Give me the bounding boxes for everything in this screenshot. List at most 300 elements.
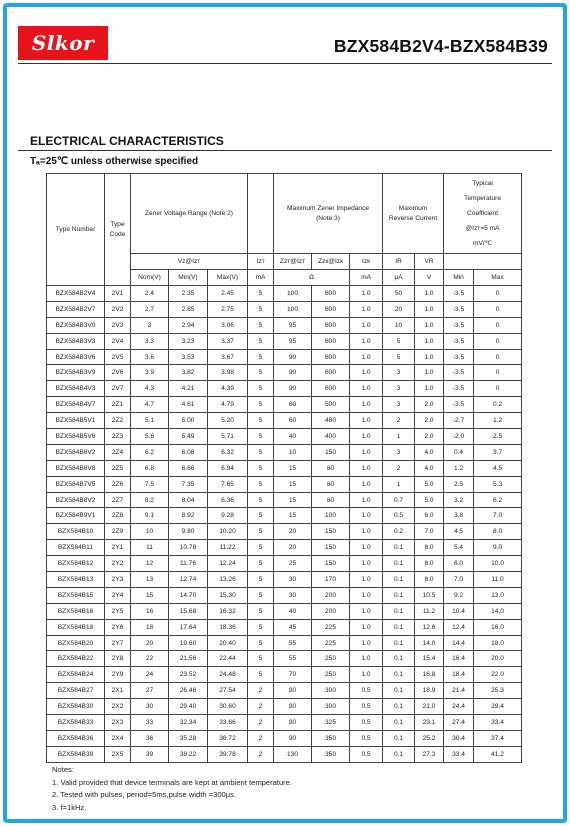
- cell-vr: 1.0: [415, 333, 444, 349]
- cell-ir: 20: [383, 301, 415, 317]
- cell-vz-nom: 39: [131, 746, 169, 762]
- cell-temp-min: -3.5: [444, 365, 474, 381]
- cell-vz-min: 8.92: [169, 508, 208, 524]
- cell-ir: 0.1: [383, 651, 415, 667]
- unit-vr: V: [415, 270, 444, 286]
- cell-izk: 1.0: [350, 365, 383, 381]
- cell-zzk: 600: [312, 317, 350, 333]
- cell-vz-nom: 24: [131, 667, 169, 683]
- cell-zzk: 600: [312, 301, 350, 317]
- cell-zzk: 600: [312, 365, 350, 381]
- table-row: [47, 429, 522, 445]
- cell-vz-min: 17.64: [169, 619, 208, 635]
- header-zzk: Zzк@Izк: [312, 254, 350, 270]
- cell-vz-min: 6.08: [169, 444, 208, 460]
- table-row: [47, 508, 522, 524]
- cell-vz-nom: 13: [131, 572, 169, 588]
- cell-vr: 7.0: [415, 524, 444, 540]
- table-row: [47, 365, 522, 381]
- cell-vr: 23.1: [415, 715, 444, 731]
- table-row: [47, 381, 522, 397]
- cell-izk: 1.0: [350, 476, 383, 492]
- cell-type-code: 2Y5: [105, 603, 131, 619]
- cell-zzk: 150: [312, 540, 350, 556]
- cell-vz-min: 4.21: [169, 381, 208, 397]
- header-type-number: Type Number: [47, 174, 105, 286]
- cell-vz-max: 4.39: [208, 381, 248, 397]
- electrical-characteristics-table: [46, 173, 522, 763]
- cell-type-code: 2Z9: [105, 524, 131, 540]
- table-row: [47, 333, 522, 349]
- cell-ir: 1: [383, 429, 415, 445]
- cell-vr: 4.0: [415, 460, 444, 476]
- cell-izt: 5: [248, 492, 274, 508]
- unit-temp-max: Max: [474, 270, 522, 286]
- cell-izt: 5: [248, 651, 274, 667]
- cell-vz-nom: 3: [131, 317, 169, 333]
- cell-vz-max: 6.32: [208, 444, 248, 460]
- header-ir: IR: [383, 254, 415, 270]
- cell-vz-min: 29.40: [169, 699, 208, 715]
- cell-ir: 3: [383, 365, 415, 381]
- table-row: [47, 286, 522, 302]
- cell-vr: 6.0: [415, 508, 444, 524]
- note-item: 1. Valid provided that device terminals are kept at ambient temperature.: [52, 777, 293, 787]
- cell-izt: 2: [248, 683, 274, 699]
- cell-type-number: BZX584B8V2: [47, 492, 105, 508]
- cell-izt: 2: [248, 715, 274, 731]
- cell-temp-min: 33.4: [444, 746, 474, 762]
- cell-type-code: 2Z6: [105, 476, 131, 492]
- cell-temp-min: -3.5: [444, 301, 474, 317]
- cell-ir: 0.2: [383, 524, 415, 540]
- cell-izt: 5: [248, 635, 274, 651]
- cell-vz-max: 15.30: [208, 587, 248, 603]
- cell-type-number: BZX584B20: [47, 635, 105, 651]
- cell-ir: 0.1: [383, 556, 415, 572]
- cell-izk: 1.0: [350, 286, 383, 302]
- cell-temp-min: 9.2: [444, 587, 474, 603]
- cell-vz-max: 9.28: [208, 508, 248, 524]
- cell-vz-max: 3.67: [208, 349, 248, 365]
- cell-vz-max: 33.66: [208, 715, 248, 731]
- unit-izt: mA: [248, 270, 274, 286]
- cell-vz-nom: 16: [131, 603, 169, 619]
- cell-ir: 0.1: [383, 572, 415, 588]
- cell-izt: 5: [248, 572, 274, 588]
- cell-vz-max: 22.44: [208, 651, 248, 667]
- cell-temp-min: 24.4: [444, 699, 474, 715]
- cell-vz-nom: 11: [131, 540, 169, 556]
- table-row: [47, 476, 522, 492]
- cell-type-number: BZX584B3V9: [47, 365, 105, 381]
- cell-vz-nom: 7.5: [131, 476, 169, 492]
- cell-type-number: BZX584B9V1: [47, 508, 105, 524]
- cell-type-code: 2V6: [105, 365, 131, 381]
- cell-temp-min: -3.5: [444, 381, 474, 397]
- cell-zzk: 350: [312, 746, 350, 762]
- cell-temp-min: 3.8: [444, 508, 474, 524]
- cell-type-number: BZX584B13: [47, 572, 105, 588]
- cell-temp-min: 2.5: [444, 476, 474, 492]
- cell-ir: 0.1: [383, 667, 415, 683]
- cell-type-code: 2Z3: [105, 429, 131, 445]
- cell-zzk: 300: [312, 683, 350, 699]
- cell-type-number: BZX584B39: [47, 746, 105, 762]
- cell-temp-max: 37.4: [474, 730, 522, 746]
- cell-ir: 50: [383, 286, 415, 302]
- cell-vz-nom: 10: [131, 524, 169, 540]
- cell-izt: 5: [248, 540, 274, 556]
- table-row: [47, 397, 522, 413]
- cell-zzt: 90: [274, 349, 312, 365]
- header-zener-range: Zener Voltage Range (Note 2): [131, 174, 248, 254]
- cell-zzt: 80: [274, 715, 312, 731]
- cell-temp-max: 0: [474, 317, 522, 333]
- cell-zzk: 500: [312, 397, 350, 413]
- cell-vz-max: 20.40: [208, 635, 248, 651]
- cell-temp-min: 1.2: [444, 460, 474, 476]
- cell-vz-min: 14.70: [169, 587, 208, 603]
- cell-izt: 5: [248, 381, 274, 397]
- cell-zzk: 80: [312, 476, 350, 492]
- cell-ir: 0.1: [383, 746, 415, 762]
- cell-temp-min: 10.4: [444, 603, 474, 619]
- cell-vz-min: 4.61: [169, 397, 208, 413]
- cell-vz-min: 2.65: [169, 301, 208, 317]
- cell-vz-max: 10.20: [208, 524, 248, 540]
- cell-type-number: BZX584B30: [47, 699, 105, 715]
- cell-zzk: 325: [312, 715, 350, 731]
- unit-temp-min: Min: [444, 270, 474, 286]
- cell-zzt: 130: [274, 746, 312, 762]
- cell-temp-min: 3.2: [444, 492, 474, 508]
- cell-type-code: 2Z2: [105, 413, 131, 429]
- cell-izk: 0.5: [350, 715, 383, 731]
- cell-temp-max: 16.0: [474, 619, 522, 635]
- cell-ir: 3: [383, 381, 415, 397]
- cell-vz-nom: 2.7: [131, 301, 169, 317]
- cell-izt: 5: [248, 413, 274, 429]
- cell-izt: 5: [248, 619, 274, 635]
- table-row: [47, 492, 522, 508]
- cell-temp-max: 13.0: [474, 587, 522, 603]
- cell-vz-nom: 20: [131, 635, 169, 651]
- cell-temp-max: 0: [474, 381, 522, 397]
- cell-izt: 5: [248, 317, 274, 333]
- cell-type-number: BZX584B4V7: [47, 397, 105, 413]
- note-item: 2. Tested with pulses, period=5ms,pulse width =300μs.: [52, 790, 237, 800]
- cell-zzk: 350: [312, 730, 350, 746]
- cell-zzt: 90: [274, 730, 312, 746]
- cell-ir: 2: [383, 460, 415, 476]
- cell-temp-max: 6.2: [474, 492, 522, 508]
- cell-vr: 5.0: [415, 492, 444, 508]
- cell-temp-min: -3.5: [444, 317, 474, 333]
- cell-ir: 10: [383, 317, 415, 333]
- cell-izk: 1.0: [350, 317, 383, 333]
- table-row: [47, 746, 522, 762]
- cell-zzk: 150: [312, 444, 350, 460]
- cell-zzt: 25: [274, 556, 312, 572]
- temp-coef-line: Typical: [472, 180, 493, 187]
- cell-zzt: 95: [274, 317, 312, 333]
- table-row: [47, 603, 522, 619]
- cell-type-code: 2V5: [105, 349, 131, 365]
- cell-vz-max: 18.36: [208, 619, 248, 635]
- cell-zzt: 15: [274, 460, 312, 476]
- cell-vz-max: 3.98: [208, 365, 248, 381]
- cell-type-number: BZX584B22: [47, 651, 105, 667]
- cell-zzk: 100: [312, 508, 350, 524]
- unit-ohm: Ω: [274, 270, 350, 286]
- cell-izt: 5: [248, 460, 274, 476]
- cell-vz-max: 2.75: [208, 301, 248, 317]
- cell-izt: 5: [248, 349, 274, 365]
- cell-type-code: 2Y2: [105, 556, 131, 572]
- header-izt: Izт: [248, 254, 274, 270]
- cell-vz-min: 35.28: [169, 730, 208, 746]
- cell-temp-max: 20.0: [474, 651, 522, 667]
- cell-type-number: BZX584B18: [47, 619, 105, 635]
- cell-zzt: 30: [274, 587, 312, 603]
- cell-temp-min: 18.4: [444, 667, 474, 683]
- cell-vz-max: 6.94: [208, 460, 248, 476]
- cell-type-number: BZX584B6V2: [47, 444, 105, 460]
- brand-logo: [18, 26, 108, 60]
- cell-temp-min: 27.4: [444, 715, 474, 731]
- cell-vz-nom: 36: [131, 730, 169, 746]
- cell-zzk: 80: [312, 460, 350, 476]
- cell-vz-min: 21.56: [169, 651, 208, 667]
- cell-vz-nom: 6.8: [131, 460, 169, 476]
- cell-izk: 1.0: [350, 572, 383, 588]
- cell-vz-nom: 8.2: [131, 492, 169, 508]
- cell-temp-max: 0: [474, 349, 522, 365]
- cell-izk: 1.0: [350, 460, 383, 476]
- cell-temp-min: 5.4: [444, 540, 474, 556]
- cell-vz-nom: 27: [131, 683, 169, 699]
- cell-izk: 0.5: [350, 683, 383, 699]
- cell-zzt: 15: [274, 476, 312, 492]
- cell-vr: 1.0: [415, 381, 444, 397]
- cell-izk: 1.0: [350, 381, 383, 397]
- cell-type-number: BZX584B7V5: [47, 476, 105, 492]
- cell-ir: 0.1: [383, 715, 415, 731]
- cell-zzk: 600: [312, 381, 350, 397]
- cell-vz-min: 5.00: [169, 413, 208, 429]
- cell-vz-nom: 5.6: [131, 429, 169, 445]
- cell-vz-max: 8.36: [208, 492, 248, 508]
- cell-zzk: 400: [312, 429, 350, 445]
- table-row: [47, 683, 522, 699]
- table-row: [47, 301, 522, 317]
- cell-vr: 8.0: [415, 556, 444, 572]
- cell-ir: 0.1: [383, 587, 415, 603]
- cell-zzt: 70: [274, 667, 312, 683]
- unit-izk: mA: [350, 270, 383, 286]
- cell-zzk: 80: [312, 492, 350, 508]
- cell-temp-min: -3.5: [444, 349, 474, 365]
- header-type-code: Type Code: [105, 174, 131, 286]
- cell-type-code: 2Y7: [105, 635, 131, 651]
- cell-zzk: 150: [312, 556, 350, 572]
- cell-zzt: 55: [274, 635, 312, 651]
- cell-zzk: 200: [312, 603, 350, 619]
- cell-vz-min: 15.68: [169, 603, 208, 619]
- cell-temp-min: 4.5: [444, 524, 474, 540]
- cell-type-code: 2X3: [105, 715, 131, 731]
- cell-zzk: 600: [312, 349, 350, 365]
- header-vz-at-izt: Vz@Izт: [131, 254, 248, 270]
- cell-vz-min: 5.49: [169, 429, 208, 445]
- cell-izk: 0.5: [350, 730, 383, 746]
- cell-izt: 5: [248, 286, 274, 302]
- cell-izk: 1.0: [350, 444, 383, 460]
- cell-vz-max: 7.65: [208, 476, 248, 492]
- cell-vz-nom: 3.3: [131, 333, 169, 349]
- cell-izt: 5: [248, 603, 274, 619]
- cell-temp-min: 21.4: [444, 683, 474, 699]
- cell-temp-min: -3.5: [444, 333, 474, 349]
- cell-vz-max: 11.22: [208, 540, 248, 556]
- temp-coef-line: mV/℃: [472, 240, 493, 247]
- table-row: [47, 651, 522, 667]
- cell-type-number: BZX584B2V4: [47, 286, 105, 302]
- cell-type-number: BZX584B5V1: [47, 413, 105, 429]
- temp-coef-line: Coefficient: [467, 210, 499, 217]
- cell-vz-min: 9.80: [169, 524, 208, 540]
- cell-vz-max: 4.79: [208, 397, 248, 413]
- cell-vz-min: 23.52: [169, 667, 208, 683]
- cell-vz-min: 26.46: [169, 683, 208, 699]
- cell-type-number: BZX584B5V6: [47, 429, 105, 445]
- cell-type-number: BZX584B16: [47, 603, 105, 619]
- cell-temp-max: 29.4: [474, 699, 522, 715]
- temp-coef-line: Temperature: [464, 195, 502, 202]
- cell-vr: 10.5: [415, 587, 444, 603]
- cell-vz-nom: 3.6: [131, 349, 169, 365]
- cell-vz-max: 24.48: [208, 667, 248, 683]
- cell-izt: 5: [248, 667, 274, 683]
- temp-coef-line: @Izт=5 mA: [465, 225, 500, 232]
- cell-vr: 2.0: [415, 429, 444, 445]
- cell-type-code: 2V4: [105, 333, 131, 349]
- cell-zzt: 15: [274, 508, 312, 524]
- cell-vr: 2.0: [415, 413, 444, 429]
- cell-izk: 0.5: [350, 746, 383, 762]
- cell-zzk: 300: [312, 699, 350, 715]
- cell-izt: 2: [248, 746, 274, 762]
- cell-izk: 0.5: [350, 699, 383, 715]
- cell-temp-max: 0: [474, 333, 522, 349]
- table-row: [47, 349, 522, 365]
- cell-type-code: 2V1: [105, 286, 131, 302]
- part-number-range: BZX584B2V4-BZX584B39: [333, 36, 548, 56]
- cell-zzt: 80: [274, 699, 312, 715]
- cell-zzt: 100: [274, 301, 312, 317]
- cell-temp-min: 0.4: [444, 444, 474, 460]
- cell-ir: 0.1: [383, 603, 415, 619]
- cell-vz-min: 8.04: [169, 492, 208, 508]
- cell-ir: 1: [383, 476, 415, 492]
- cell-zzk: 225: [312, 635, 350, 651]
- cell-ir: 0.5: [383, 508, 415, 524]
- cell-izk: 1.0: [350, 301, 383, 317]
- cell-vz-nom: 12: [131, 556, 169, 572]
- cell-vz-nom: 33: [131, 715, 169, 731]
- cell-vr: 1.0: [415, 365, 444, 381]
- cell-vz-nom: 4.3: [131, 381, 169, 397]
- cell-ir: 2: [383, 413, 415, 429]
- cell-type-code: 2Z5: [105, 460, 131, 476]
- header-vr: VR: [415, 254, 444, 270]
- cell-temp-max: 0: [474, 301, 522, 317]
- header-zzt: Zzт@Izт: [274, 254, 312, 270]
- cell-ir: 0.1: [383, 683, 415, 699]
- cell-vr: 18.9: [415, 683, 444, 699]
- cell-vz-min: 12.74: [169, 572, 208, 588]
- cell-temp-min: -3.5: [444, 286, 474, 302]
- cell-zzk: 600: [312, 286, 350, 302]
- header-blank: [248, 174, 274, 254]
- cell-temp-max: 22.0: [474, 667, 522, 683]
- cell-vz-min: 2.35: [169, 286, 208, 302]
- cell-zzt: 60: [274, 413, 312, 429]
- section-divider: [18, 150, 552, 151]
- cell-temp-min: 30.4: [444, 730, 474, 746]
- cell-ir: 0.1: [383, 635, 415, 651]
- cell-temp-max: 4.5: [474, 460, 522, 476]
- cell-ir: 3: [383, 444, 415, 460]
- cell-temp-max: 1.2: [474, 413, 522, 429]
- cell-type-number: BZX584B3V6: [47, 349, 105, 365]
- cell-izt: 2: [248, 699, 274, 715]
- cell-ir: 0.1: [383, 619, 415, 635]
- cell-zzt: 20: [274, 540, 312, 556]
- cell-vz-max: 3.06: [208, 317, 248, 333]
- cell-type-number: BZX584B15: [47, 587, 105, 603]
- cell-type-code: 2Y8: [105, 651, 131, 667]
- cell-zzt: 90: [274, 365, 312, 381]
- cell-temp-max: 5.3: [474, 476, 522, 492]
- cell-temp-min: 12.4: [444, 619, 474, 635]
- cell-izk: 1.0: [350, 492, 383, 508]
- cell-izk: 1.0: [350, 349, 383, 365]
- cell-zzt: 95: [274, 333, 312, 349]
- cell-vz-nom: 18: [131, 619, 169, 635]
- table-row: [47, 413, 522, 429]
- cell-izk: 1.0: [350, 508, 383, 524]
- cell-izk: 1.0: [350, 429, 383, 445]
- table-row: [47, 699, 522, 715]
- header-izk: Izк: [350, 254, 383, 270]
- table-row: [47, 572, 522, 588]
- logo-text: Slkor: [31, 31, 95, 55]
- table-row: [47, 460, 522, 476]
- table-row: [47, 317, 522, 333]
- cell-izk: 1.0: [350, 556, 383, 572]
- cell-vz-min: 10.78: [169, 540, 208, 556]
- cell-ir: 5: [383, 349, 415, 365]
- cell-type-number: BZX584B12: [47, 556, 105, 572]
- cell-vz-max: 30.60: [208, 699, 248, 715]
- cell-vz-max: 16.32: [208, 603, 248, 619]
- cell-vr: 1.0: [415, 301, 444, 317]
- cell-vr: 5.0: [415, 476, 444, 492]
- cell-izt: 5: [248, 524, 274, 540]
- cell-type-number: BZX584B10: [47, 524, 105, 540]
